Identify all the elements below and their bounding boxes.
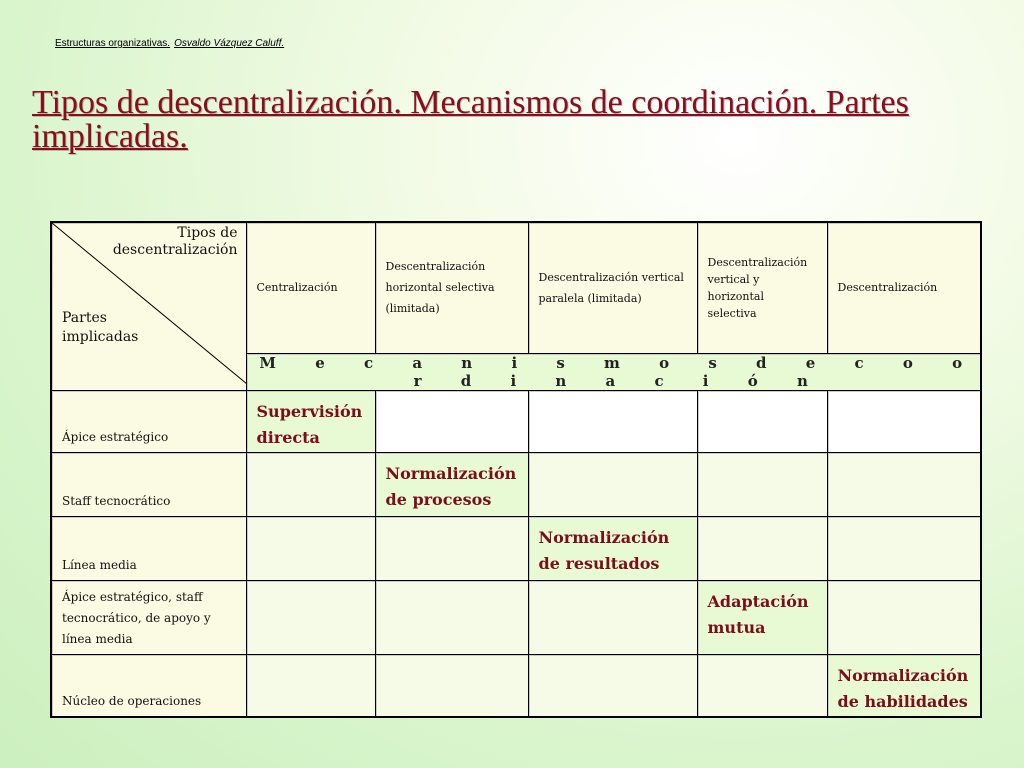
part-label: Ápice estratégico, staff tecnocrático, de apoyo y línea media: [51, 580, 246, 654]
corner-top-label: Tipos de descentralización: [112, 225, 238, 258]
mechanism-cell: Adaptación mutua: [697, 580, 827, 654]
empty-cell: [375, 516, 528, 580]
part-label: Línea media: [51, 516, 246, 580]
empty-cell: [528, 654, 697, 717]
mechanism-cell: Supervisión directa: [246, 390, 375, 452]
empty-cell: [375, 580, 528, 654]
empty-cell: [246, 654, 375, 717]
mechanism-cell: Normalización de habilidades: [827, 654, 981, 717]
column-header: Centralización: [246, 222, 375, 353]
empty-cell: [697, 654, 827, 717]
empty-cell: [697, 452, 827, 516]
empty-cell: [697, 516, 827, 580]
table-row: [51, 654, 981, 717]
slide-header: [55, 38, 284, 49]
column-header: Descentralización: [827, 222, 981, 353]
empty-cell: [246, 580, 375, 654]
column-header: Descentralización vertical y horizontal selectiva: [697, 222, 827, 353]
part-label: Núcleo de operaciones: [51, 654, 246, 717]
slide-title: Tipos de descentralización. Mecanismos de coordinación. Partes implicadas.: [32, 84, 909, 155]
mechanism-cell: Normalización de procesos: [375, 452, 528, 516]
empty-cell: [827, 390, 981, 452]
mechanisms-banner: M e c a n i s m o s d e c o o r d i n a c i ó n: [246, 353, 981, 390]
corner-header-cell: [51, 222, 246, 390]
table-row: [51, 390, 981, 452]
author-name: Osvaldo Vázquez Caluff.: [174, 38, 285, 49]
empty-cell: [827, 580, 981, 654]
course-name: Estructuras organizativas.: [55, 38, 171, 49]
empty-cell: [375, 390, 528, 452]
empty-cell: [697, 390, 827, 452]
empty-cell: [528, 390, 697, 452]
empty-cell: [528, 452, 697, 516]
empty-cell: [246, 452, 375, 516]
table-row: [51, 452, 981, 516]
column-header: Descentralización horizontal selectiva (limitada): [375, 222, 528, 353]
mechanism-cell: Normalización de resultados: [528, 516, 697, 580]
empty-cell: [246, 516, 375, 580]
corner-bottom-label: Partes implicadas: [62, 310, 139, 345]
table-row: [51, 516, 981, 580]
table-row: [51, 580, 981, 654]
empty-cell: [375, 654, 528, 717]
empty-cell: [528, 580, 697, 654]
part-label: Staff tecnocrático: [51, 452, 246, 516]
column-header: Descentralización vertical paralela (limitada): [528, 222, 697, 353]
empty-cell: [827, 516, 981, 580]
empty-cell: [827, 452, 981, 516]
part-label: Ápice estratégico: [51, 390, 246, 452]
coordination-table: [50, 221, 982, 718]
